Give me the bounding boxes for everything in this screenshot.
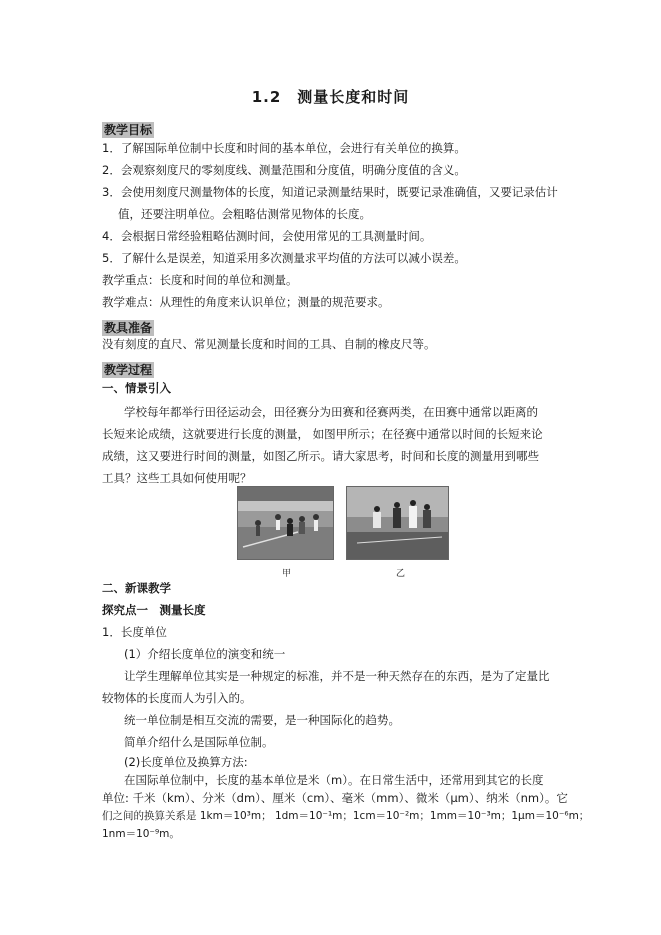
part-2-heading: 二、新课教学 (102, 581, 171, 595)
section-tools (102, 317, 154, 336)
section-heading: 教学过程 (104, 363, 153, 377)
part-1-heading: 一、情景引入 (102, 381, 171, 395)
sub-item-2: (2)长度单位及换算方法: (124, 755, 248, 769)
section-heading: 教具准备 (104, 321, 153, 335)
section-process (102, 359, 154, 378)
caption-jia: 甲 (282, 569, 292, 579)
para-4-line-3: 们之间的换算关系是 1km＝10³m； 1dm＝10⁻¹m；1cm＝10⁻²m；1mm＝10⁻³m；1μm＝10⁻⁶m； (102, 810, 590, 822)
tools-text: 没有刻度的直尺、常见测量长度和时间的工具、自制的橡皮尺等。 (102, 337, 436, 351)
goal-5: 5．了解什么是误差，知道采用多次测量求平均值的方法可以减小误差。 (102, 251, 466, 265)
teaching-focus: 教学重点：长度和时间的单位和测量。 (102, 273, 298, 287)
page-title: 1.2 测量长度和时间 (251, 88, 410, 106)
intro-line-1: 学校每年都举行田径运动会，田径赛分为田赛和径赛两类，在田赛中通常以距离的 (124, 405, 538, 419)
goal-3: 3．会使用刻度尺测量物体的长度，知道记录测量结果时，既要记录准确值，又要记录估计 (102, 185, 558, 199)
section-heading: 教学目标 (104, 123, 153, 137)
track-race-photo (347, 487, 448, 559)
caption-yi: 乙 (396, 569, 406, 579)
goal-2: 2．会观察刻度尺的零刻度线、测量范围和分度值，明确分度值的含义。 (102, 163, 466, 177)
para-4-line-1: 在国际单位制中，长度的基本单位是米（m）。在日常生活中，还常用到其它的长度 (124, 773, 544, 787)
photo-jia (237, 486, 334, 560)
section-teaching-goals (102, 119, 154, 138)
item-length-units: 1．长度单位 (102, 625, 167, 639)
para-1-line-2: 较物体的长度而人为引入的。 (102, 691, 252, 705)
field-event-photo (238, 487, 333, 559)
goal-3-cont: 值，还要注明单位。会粗略估测常见物体的长度。 (118, 207, 371, 221)
explore-point-1: 探究点一 测量长度 (102, 603, 206, 617)
intro-line-2: 长短来论成绩，这就要进行长度的测量， 如图甲所示；在径赛中通常以时间的长短来论 (102, 427, 543, 441)
intro-line-3: 成绩，这又要进行时间的测量，如图乙所示。请大家思考，时间和长度的测量用到哪些 (102, 449, 539, 463)
goal-4: 4．会根据日常经验粗略估测时间，会使用常见的工具测量时间。 (102, 229, 432, 243)
intro-line-4: 工具？这些工具如何使用呢？ (102, 471, 252, 485)
para-3: 简单介绍什么是国际单位制。 (124, 735, 274, 749)
photo-yi (346, 486, 449, 560)
para-4-line-4: 1nm＝10⁻⁹m。 (102, 828, 180, 840)
para-2: 统一单位制是相互交流的需要，是一种国际化的趋势。 (124, 713, 400, 727)
goal-1: 1．了解国际单位制中长度和时间的基本单位，会进行有关单位的换算。 (102, 141, 466, 155)
para-1-line-1: 让学生理解单位其实是一种规定的标准，并不是一种天然存在的东西，是为了定量比 (124, 669, 550, 683)
teaching-difficulty: 教学难点：从理性的角度来认识单位；测量的规范要求。 (102, 295, 390, 309)
sub-item-1: (1）介绍长度单位的演变和统一 (124, 647, 286, 661)
para-4-line-2: 单位: 千米（km）、分米（dm）、厘米（cm）、毫米（mm）、微米（μm）、纳米（nm）。它 (102, 791, 568, 805)
